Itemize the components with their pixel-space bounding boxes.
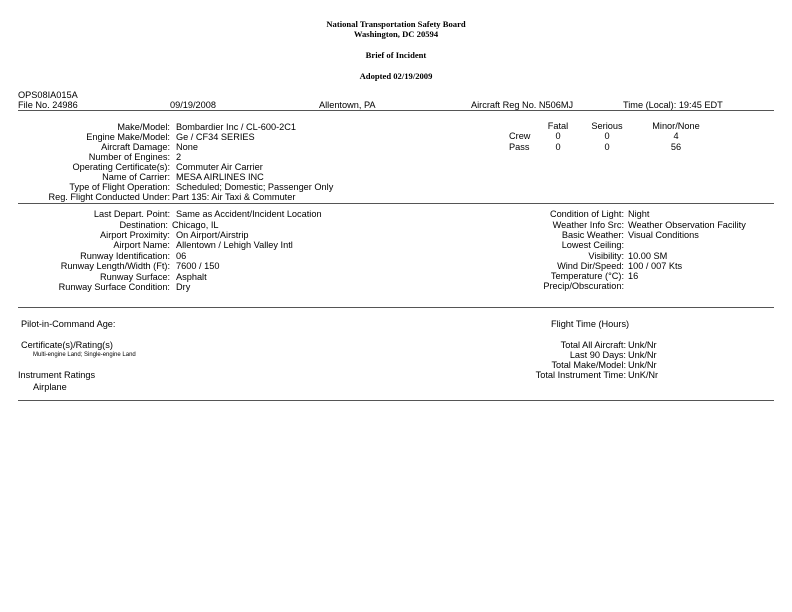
runway-surface-condition-label: Runway Surface Condition: xyxy=(58,282,170,292)
injury-cell: 0 xyxy=(555,131,561,141)
instrument-ratings-value: Airplane xyxy=(33,382,67,392)
lowest-ceiling-label: Lowest Ceiling: xyxy=(561,240,624,250)
last-depart-point-value: Same as Accident/Incident Location xyxy=(176,209,322,219)
temperature-label: Temperature (°C): xyxy=(550,271,624,281)
document-type: Brief of Incident xyxy=(365,50,427,60)
injury-cell: 0 xyxy=(555,142,561,152)
last-90-days-value: Unk/Nr xyxy=(628,350,657,360)
make-model-label: Make/Model: xyxy=(117,122,170,132)
injury-header-fatal: Fatal xyxy=(547,121,569,131)
weather-source-label: Weather Info Src: xyxy=(552,220,624,230)
light-condition-value: Night xyxy=(628,209,650,219)
agency-title: National Transportation Safety Board xyxy=(326,19,466,29)
last-90-days-label: Last 90 Days: xyxy=(569,350,626,360)
weather-source-value: Weather Observation Facility xyxy=(628,220,746,230)
certificates-value: Multi-engine Land; Single-engine Land xyxy=(33,352,136,358)
runway-dimensions-value: 7600 / 150 xyxy=(176,261,220,271)
injury-header-serious: Serious xyxy=(591,121,623,131)
injury-header-minor-none: Minor/None xyxy=(652,121,700,131)
last-depart-point-label: Last Depart. Point: xyxy=(93,209,170,219)
injury-cell: 0 xyxy=(604,142,610,152)
runway-id-label: Runway Identification: xyxy=(80,251,170,261)
basic-weather-label: Basic Weather: xyxy=(561,230,624,240)
injury-row-label: Pass xyxy=(509,142,530,152)
injury-cell: 0 xyxy=(604,131,610,141)
wind-label: Wind Dir/Speed: xyxy=(557,261,624,271)
flight-operation-type-label: Type of Flight Operation: xyxy=(69,182,170,192)
certificates-label: Certificate(s)/Rating(s) xyxy=(21,340,113,350)
instrument-ratings-label: Instrument Ratings xyxy=(18,370,96,380)
make-model-value: Bombardier Inc / CL-600-2C1 xyxy=(176,122,297,132)
divider xyxy=(18,400,774,401)
agency-address: Washington, DC 20594 xyxy=(353,29,439,39)
basic-weather-value: Visual Conditions xyxy=(628,230,699,240)
airport-proximity-value: On Airport/Airstrip xyxy=(176,230,249,240)
total-instrument-time-value: UnK/Nr xyxy=(628,370,659,380)
destination-value: Chicago, IL xyxy=(172,220,219,230)
local-time: Time (Local): 19:45 EDT xyxy=(623,100,723,110)
airport-proximity-label: Airport Proximity: xyxy=(100,230,170,240)
total-make-model-label: Total Make/Model: xyxy=(551,360,626,370)
runway-surface-condition-value: Dry xyxy=(176,282,191,292)
regulation-label: Reg. Flight Conducted Under: xyxy=(48,192,170,202)
destination-label: Destination: xyxy=(119,220,168,230)
pilot-age-label: Pilot-in-Command Age: xyxy=(21,319,116,329)
divider xyxy=(18,307,774,308)
visibility-label: Visibility: xyxy=(588,251,624,261)
total-instrument-time-label: Total Instrument Time: xyxy=(535,370,626,380)
incident-date: 09/19/2008 xyxy=(170,100,216,110)
runway-surface-label: Runway Surface: xyxy=(100,272,170,282)
divider xyxy=(18,110,774,111)
aircraft-damage-value: None xyxy=(176,142,198,152)
aircraft-damage-label: Aircraft Damage: xyxy=(101,142,170,152)
runway-dimensions-label: Runway Length/Width (Ft): xyxy=(60,261,170,271)
regulation-value: Part 135: Air Taxi & Commuter xyxy=(172,192,296,202)
runway-surface-value: Asphalt xyxy=(176,272,207,282)
file-number: File No. 24986 xyxy=(18,100,78,110)
flight-time-title: Flight Time (Hours) xyxy=(551,319,630,329)
wind-value: 100 / 007 Kts xyxy=(628,261,683,271)
incident-id: OPS08IA015A xyxy=(18,90,78,100)
temperature-value: 16 xyxy=(628,271,639,281)
flight-operation-type-value: Scheduled; Domestic; Passenger Only xyxy=(176,182,334,192)
aircraft-registration: Aircraft Reg No. N506MJ xyxy=(471,100,574,110)
light-condition-label: Condition of Light: xyxy=(549,209,624,219)
visibility-value: 10.00 SM xyxy=(628,251,668,261)
injury-cell: 56 xyxy=(670,142,682,152)
injury-cell: 4 xyxy=(673,131,679,141)
precipitation-label: Precip/Obscuration: xyxy=(543,281,624,291)
total-all-aircraft-value: Unk/Nr xyxy=(628,340,657,350)
injury-row-label: Crew xyxy=(509,131,531,141)
divider xyxy=(18,203,774,204)
engine-make-model-label: Engine Make/Model: xyxy=(86,132,170,142)
carrier-name-value: MESA AIRLINES INC xyxy=(176,172,264,182)
airport-name-label: Airport Name: xyxy=(113,240,170,250)
engine-make-model-value: Ge / CF34 SERIES xyxy=(176,132,255,142)
number-of-engines-label: Number of Engines: xyxy=(88,152,170,162)
airport-name-value: Allentown / Lehigh Valley Intl xyxy=(176,240,293,250)
total-all-aircraft-label: Total All Aircraft: xyxy=(560,340,626,350)
runway-id-value: 06 xyxy=(176,251,187,261)
adopted-date: Adopted 02/19/2009 xyxy=(359,71,433,81)
operating-certificate-label: Operating Certificate(s): xyxy=(72,162,170,172)
incident-location: Allentown, PA xyxy=(319,100,376,110)
operating-certificate-value: Commuter Air Carrier xyxy=(176,162,263,172)
total-make-model-value: Unk/Nr xyxy=(628,360,657,370)
number-of-engines-value: 2 xyxy=(176,152,182,162)
carrier-name-label: Name of Carrier: xyxy=(102,172,170,182)
